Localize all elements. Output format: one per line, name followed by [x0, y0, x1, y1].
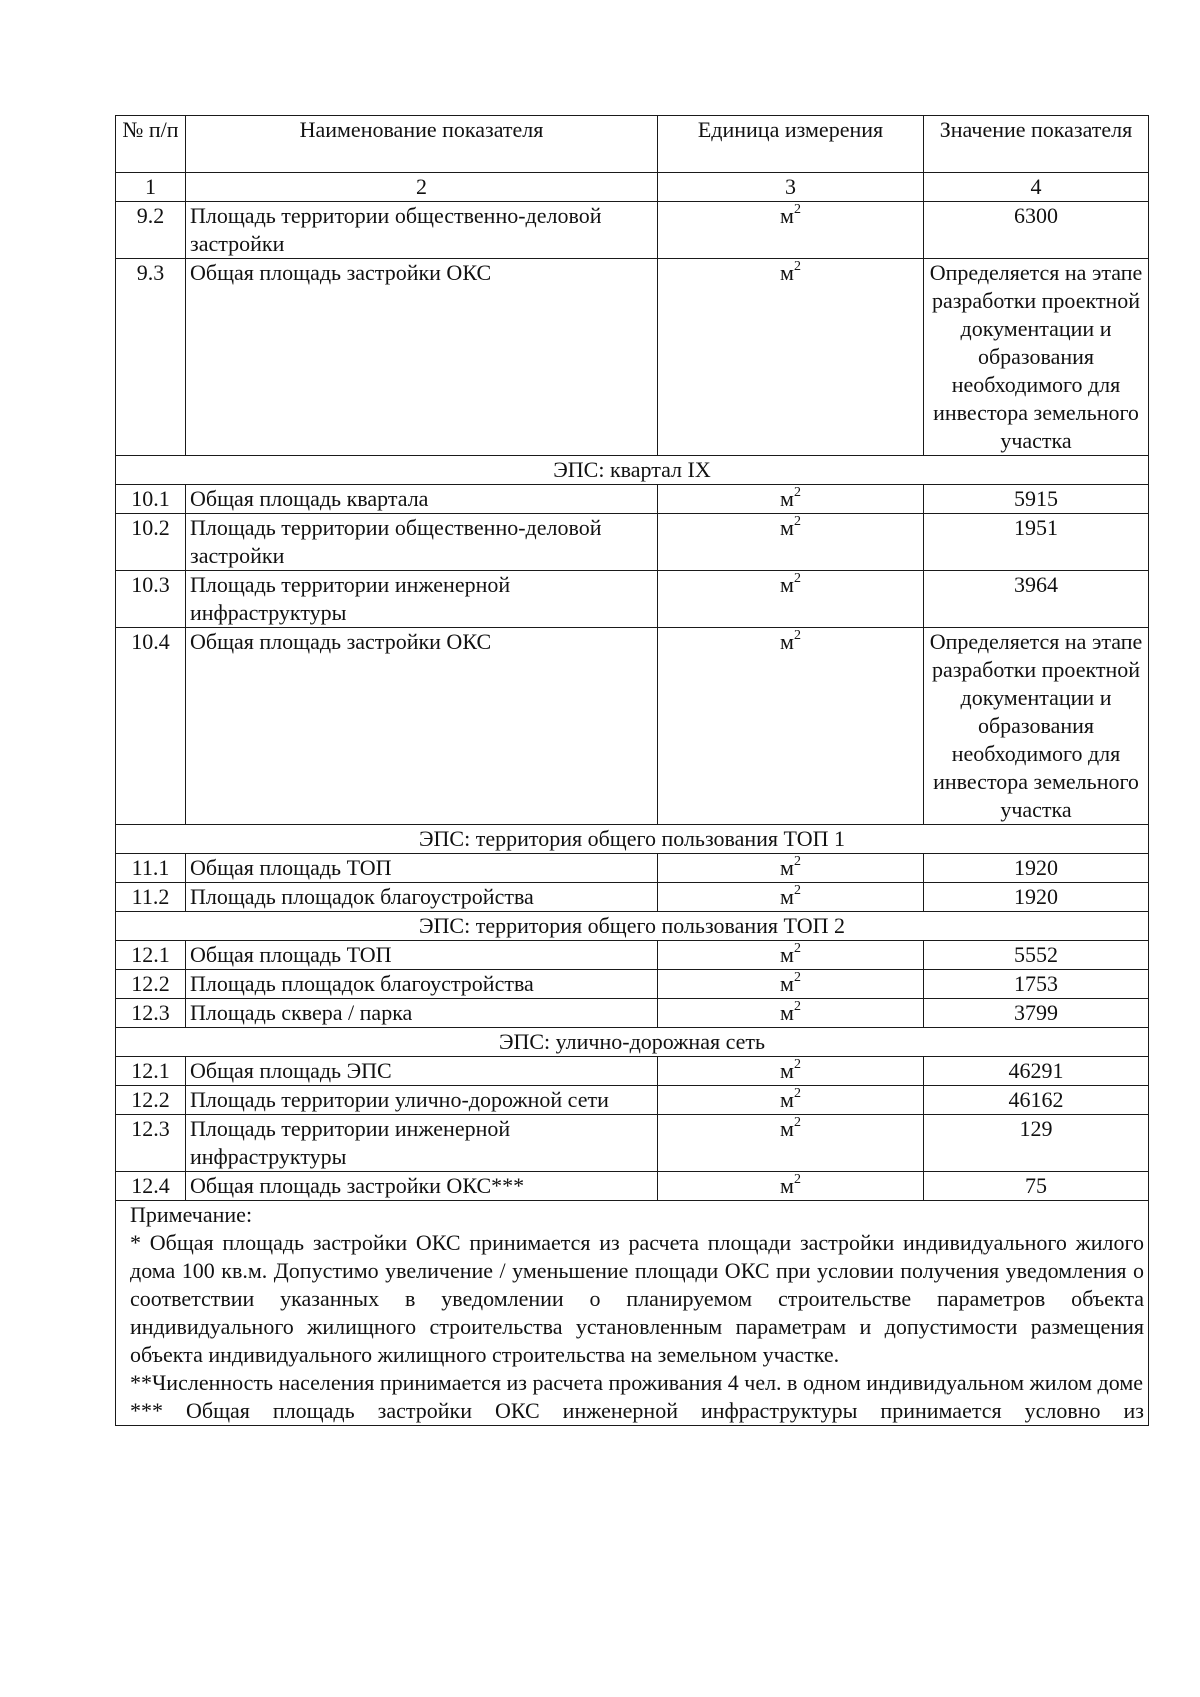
row-number: 12.4: [116, 1172, 186, 1201]
unit-superscript: 2: [793, 201, 801, 217]
row-unit: [658, 514, 924, 571]
section-title: ЭПС: территория общего пользования ТОП 2: [116, 912, 1149, 941]
row-name: Площадь площадок благоустройства: [186, 883, 658, 912]
table-row: [116, 999, 1149, 1028]
column-numbers-row: [116, 173, 1149, 202]
unit-superscript: 2: [793, 1056, 801, 1072]
row-value: 46291: [924, 1057, 1149, 1086]
unit-text: м: [780, 572, 794, 597]
table-row: [116, 485, 1149, 514]
row-name: Общая площадь ЭПС: [186, 1057, 658, 1086]
row-value: 129: [924, 1115, 1149, 1172]
row-unit: [658, 970, 924, 999]
row-value: 1753: [924, 970, 1149, 999]
notes-body: [116, 1201, 1149, 1426]
note-2: **Численность населения принимается из расчета проживания 4 чел. в одном индивидуальном жилом доме: [130, 1370, 1144, 1395]
note-1: * Общая площадь застройки ОКС принимается из расчета площади застройки индивидуального жилого дома 100 кв.м. Допустимо увеличение / уменьшение площади ОКС при условии получения уведомления о соответствии указанных в уведомлении о планируемом строительстве параметров объекта индивидуального жилищного строительства установленным параметрам и допустимости размещения объекта индивидуального жилищного строительства на земельном участке.: [130, 1230, 1144, 1367]
row-unit: [658, 999, 924, 1028]
indicators-table: [115, 115, 1149, 1426]
note-3: *** Общая площадь застройки ОКС инженерной инфраструктуры принимается условно из: [130, 1398, 1144, 1423]
table-row: [116, 202, 1149, 259]
unit-text: м: [780, 1116, 794, 1141]
table-body: [116, 116, 1149, 1201]
unit-text: м: [780, 629, 794, 654]
row-unit: [658, 571, 924, 628]
row-unit: [658, 202, 924, 259]
row-value: Определяется на этапе разработки проектной документации и образования необходимого для инвестора земельного участка: [924, 628, 1149, 825]
unit-superscript: 2: [793, 1085, 801, 1101]
row-value: 1920: [924, 854, 1149, 883]
row-name: Общая площадь застройки ОКС***: [186, 1172, 658, 1201]
unit-text: м: [780, 1087, 794, 1112]
unit-superscript: 2: [793, 513, 801, 529]
table-row: [116, 970, 1149, 999]
notes-title: Примечание:: [130, 1202, 253, 1227]
table-row: [116, 1086, 1149, 1115]
row-name: Площадь территории улично-дорожной сети: [186, 1086, 658, 1115]
row-value: 6300: [924, 202, 1149, 259]
section-row: [116, 1028, 1149, 1057]
table-row: [116, 1115, 1149, 1172]
row-number: 12.1: [116, 1057, 186, 1086]
table-row: [116, 1172, 1149, 1201]
unit-superscript: 2: [793, 1171, 801, 1187]
table-row: [116, 1057, 1149, 1086]
row-name: Общая площадь ТОП: [186, 941, 658, 970]
section-row: [116, 912, 1149, 941]
table-row: [116, 571, 1149, 628]
row-name: Общая площадь застройки ОКС: [186, 259, 658, 456]
row-number: 10.1: [116, 485, 186, 514]
header-name: Наименование показателя: [186, 116, 658, 173]
row-unit: [658, 1057, 924, 1086]
unit-superscript: 2: [793, 940, 801, 956]
row-value: 3964: [924, 571, 1149, 628]
row-value: 46162: [924, 1086, 1149, 1115]
row-number: 12.3: [116, 999, 186, 1028]
row-value: 3799: [924, 999, 1149, 1028]
row-number: 10.2: [116, 514, 186, 571]
unit-text: м: [780, 1173, 794, 1198]
unit-superscript: 2: [793, 1114, 801, 1130]
row-number: 12.2: [116, 970, 186, 999]
unit-superscript: 2: [793, 882, 801, 898]
row-number: 9.3: [116, 259, 186, 456]
notes-row: [116, 1201, 1149, 1426]
unit-text: м: [780, 203, 794, 228]
unit-superscript: 2: [793, 853, 801, 869]
unit-superscript: 2: [793, 258, 801, 274]
row-name: Общая площадь ТОП: [186, 854, 658, 883]
row-number: 10.3: [116, 571, 186, 628]
row-unit: [658, 628, 924, 825]
section-row: [116, 825, 1149, 854]
unit-text: м: [780, 942, 794, 967]
row-value: 1920: [924, 883, 1149, 912]
row-unit: [658, 854, 924, 883]
unit-superscript: 2: [793, 484, 801, 500]
unit-superscript: 2: [793, 627, 801, 643]
row-value: 75: [924, 1172, 1149, 1201]
row-value: 5915: [924, 485, 1149, 514]
header-unit: Единица измерения: [658, 116, 924, 173]
row-value: 1951: [924, 514, 1149, 571]
table-row: [116, 941, 1149, 970]
header-num: № п/п: [116, 116, 186, 173]
row-number: 12.1: [116, 941, 186, 970]
header-value: Значение показателя: [924, 116, 1149, 173]
unit-superscript: 2: [793, 998, 801, 1014]
row-number: 12.3: [116, 1115, 186, 1172]
row-number: 11.2: [116, 883, 186, 912]
unit-superscript: 2: [793, 570, 801, 586]
table-row: [116, 259, 1149, 456]
row-number: 9.2: [116, 202, 186, 259]
table-row: [116, 514, 1149, 571]
row-name: Площадь территории общественно-деловой застройки: [186, 202, 658, 259]
row-number: 11.1: [116, 854, 186, 883]
table-row: [116, 628, 1149, 825]
notes-cell: [116, 1201, 1149, 1426]
row-name: Площадь площадок благоустройства: [186, 970, 658, 999]
row-unit: [658, 259, 924, 456]
row-name: Площадь сквера / парка: [186, 999, 658, 1028]
row-unit: [658, 485, 924, 514]
column-number: 4: [924, 173, 1149, 202]
section-row: [116, 456, 1149, 485]
row-unit: [658, 941, 924, 970]
unit-text: м: [780, 260, 794, 285]
row-name: Площадь территории общественно-деловой застройки: [186, 514, 658, 571]
column-number: 3: [658, 173, 924, 202]
row-name: Общая площадь застройки ОКС: [186, 628, 658, 825]
column-number: 2: [186, 173, 658, 202]
row-value: Определяется на этапе разработки проектной документации и образования необходимого для инвестора земельного участка: [924, 259, 1149, 456]
unit-text: м: [780, 1000, 794, 1025]
unit-text: м: [780, 884, 794, 909]
row-unit: [658, 1172, 924, 1201]
row-unit: [658, 1086, 924, 1115]
table-header-row: [116, 116, 1149, 173]
row-number: 12.2: [116, 1086, 186, 1115]
row-value: 5552: [924, 941, 1149, 970]
table-row: [116, 883, 1149, 912]
row-unit: [658, 883, 924, 912]
row-unit: [658, 1115, 924, 1172]
unit-text: м: [780, 486, 794, 511]
row-name: Площадь территории инженерной инфраструктуры: [186, 571, 658, 628]
table-row: [116, 854, 1149, 883]
unit-text: м: [780, 1058, 794, 1083]
unit-text: м: [780, 855, 794, 880]
unit-text: м: [780, 971, 794, 996]
section-title: ЭПС: улично-дорожная сеть: [116, 1028, 1149, 1057]
row-number: 10.4: [116, 628, 186, 825]
row-name: Общая площадь квартала: [186, 485, 658, 514]
column-number: 1: [116, 173, 186, 202]
section-title: ЭПС: территория общего пользования ТОП 1: [116, 825, 1149, 854]
unit-superscript: 2: [793, 969, 801, 985]
row-name: Площадь территории инженерной инфраструктуры: [186, 1115, 658, 1172]
unit-text: м: [780, 515, 794, 540]
section-title: ЭПС: квартал IX: [116, 456, 1149, 485]
